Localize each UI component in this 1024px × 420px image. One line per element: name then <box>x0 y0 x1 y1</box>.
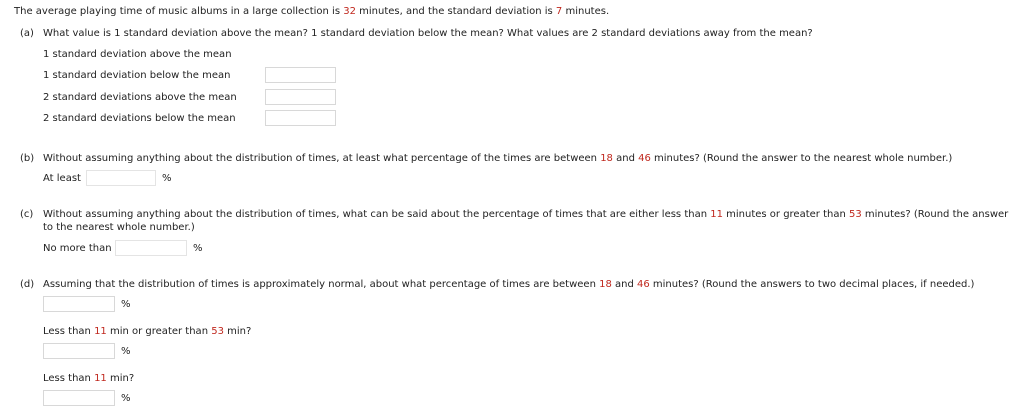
part-d-input-1[interactable] <box>43 296 115 312</box>
part-d-input-3[interactable] <box>43 390 115 406</box>
part-a-input-2[interactable] <box>265 67 336 83</box>
mean-value: 32 <box>343 6 356 17</box>
part-b-answer-label: At least <box>43 173 81 184</box>
part-a-input-3[interactable] <box>265 89 336 105</box>
intro-text: The average playing time of music albums in a large collection is 32 minutes, and the standard deviation is 7 minutes. <box>14 6 610 17</box>
part-d-sub3-question: Less than 11 min? <box>43 373 135 384</box>
part-d-low: 18 <box>599 279 612 290</box>
part-d-tag: (d) <box>20 279 35 290</box>
sd-value: 7 <box>555 6 563 17</box>
part-d-unit-3: % <box>121 393 131 404</box>
part-b-question: Without assuming anything about the distribution of times, at least what percentage of the times are between 18 and 46 minutes? (Round the answer to the nearest whole number.) <box>43 153 953 164</box>
part-d-input-2[interactable] <box>43 343 115 359</box>
part-a-input-4[interactable] <box>265 110 336 126</box>
part-b-low: 18 <box>600 153 613 164</box>
part-d-unit-1: % <box>121 299 131 310</box>
part-a-label-1: 1 standard deviation above the mean <box>43 49 232 60</box>
part-b-unit: % <box>162 173 172 184</box>
part-a-label-4: 2 standard deviations below the mean <box>43 113 236 124</box>
part-b-input[interactable] <box>86 170 156 186</box>
part-c-low: 11 <box>710 209 723 220</box>
part-c-high: 53 <box>848 209 862 220</box>
part-c-unit: % <box>193 243 203 254</box>
part-d-sub2-question: Less than 11 min or greater than 53 min? <box>43 326 252 337</box>
part-c-tag: (c) <box>20 209 34 220</box>
part-d-unit-2: % <box>121 346 131 357</box>
part-c-question-line2: to the nearest whole number.) <box>43 222 195 233</box>
part-d-high: 46 <box>637 279 650 290</box>
part-d-question: Assuming that the distribution of times is approximately normal, about what percentage of times are between 18 and 46 minutes? (Round the answers to two decimal places, if needed.) <box>43 279 975 290</box>
part-c-input[interactable] <box>115 240 187 256</box>
part-b-high: 46 <box>638 153 651 164</box>
part-a-label-2: 1 standard deviation below the mean <box>43 70 231 81</box>
part-c-question: Without assuming anything about the distribution of times, what can be said about the percentage of times that are either less than 11 minutes or greater than 53 minutes? (Round the answer <box>43 209 1009 220</box>
part-a-tag: (a) <box>20 28 34 39</box>
part-a-label-3: 2 standard deviations above the mean <box>43 92 237 103</box>
part-c-answer-label: No more than <box>43 243 112 254</box>
part-b-tag: (b) <box>20 153 35 164</box>
part-a-question: What value is 1 standard deviation above the mean? 1 standard deviation below the mean? What values are 2 standard deviations away from the mean? <box>43 28 813 39</box>
